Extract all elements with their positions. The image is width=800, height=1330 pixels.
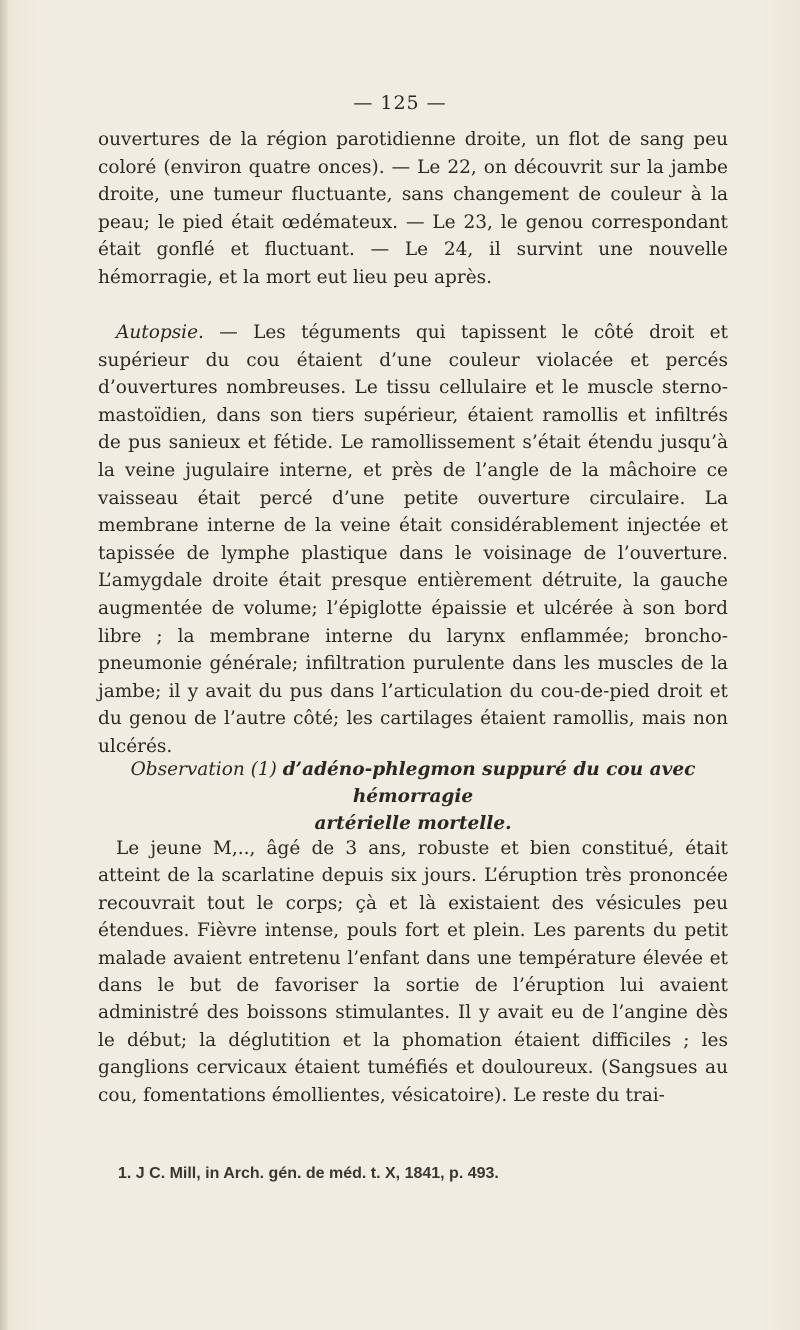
page-spine-shadow [0,0,8,1330]
observation-title-line2: artérielle mortelle. [314,813,512,834]
paragraph-autopsie [98,319,728,761]
page-number: — 125 — [353,92,447,114]
observation-heading [98,756,728,837]
autopsie-label: Autopsie. [116,322,204,343]
autopsie-text: — Les téguments qui tapissent le côté droit et supérieur du cou étaient d’une couleur violacée et percés d’ouvertures nombreuses. Le tissu cellulaire et le muscle sterno-mastoïdien, dans son tiers supérieur, étaient ramollis et infiltrés de pus sanieux et fétide. Le ramollissement s’était étendu jusqu’à la veine jugulaire interne, et près de l’angle de la mâchoire ce vaisseau était percé d’une petite ouverture circulaire. La membrane interne de la veine était considérablement injectée et tapissée de lymphe plastique dans le voisinage de l’ouverture. L’amygdale droite était presque entièrement détruite, la gauche augmentée de volume; l’épiglotte épaissie et ulcérée à son bord libre ; la membrane interne du larynx enflammée; broncho-pneumonie générale; infiltration purulente dans les muscles de la jambe; il y avait du pus dans l’articulation du cou-de-pied droit et du genou de l’autre côté; les cartilages étaient ramollis, mais non ulcérés. [98,322,728,757]
footnote: 1. J C. Mill, in Arch. gén. de méd. t. X, 1841, p. 493. [118,1165,499,1182]
paragraph-observation: Le jeune M,.., âgé de 3 ans, robuste et bien constitué, était atteint de la scarlatine depuis six jours. L’éruption très prononcée recouvrait tout le corps; çà et là existaient des vésicules peu étendues. Fièvre intense, pouls fort et plein. Les parents du petit malade avaient entretenu l’enfant dans une température élevée et dans le but de favoriser la sortie de l’éruption lui avaient administré des boissons stimulantes. Il y avait eu de l’angine dès le début; la déglutition et la phomation étaient difficiles ; les ganglions cervicaux étaient tuméfiés et douloureux. (Sangsues au cou, fomentations émollientes, vésicatoire). Le reste du trai- [98,838,728,1106]
observation-prefix: Observation (1) [130,759,283,780]
observation-title: d’adéno-phlegmon suppuré du cou avec hémorragie [282,759,696,807]
paragraph-1: ouvertures de la région parotidienne droite, un flot de sang peu coloré (environ quatre onces). — Le 22, on découvrit sur la jambe droite, une tumeur fluctuante, sans changement de couleur à la peau; le pied était œdémateux. — Le 23, le genou correspondant était gonflé et fluctuant. — Le 24, il survint une nouvelle hémorragie, et la mort eut lieu peu après. [98,129,728,288]
